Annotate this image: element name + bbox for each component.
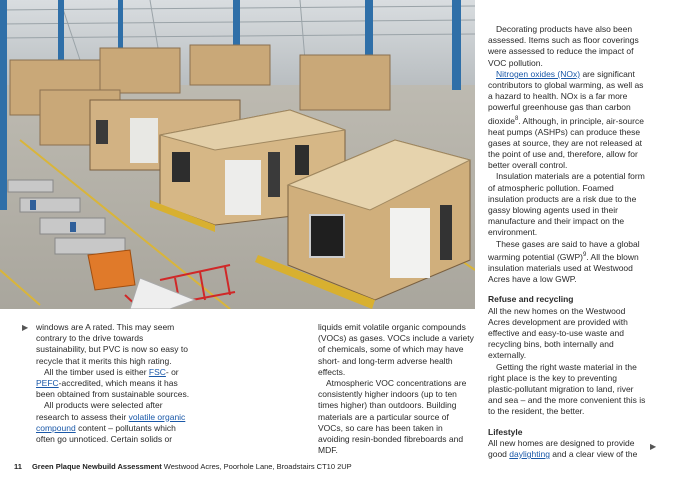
footer-title: Green Plaque Newbuild Assessment — [31, 462, 162, 471]
paragraph: All products were selected after research to assess their volatile organic compound content – pollutants which often go unnoticed. Certain solids or — [36, 400, 186, 445]
paragraph: All the new homes on the Westwood Acres development are provided with effective and easy-to-use waste and recycling bins, both internally and externally. — [488, 305, 628, 361]
pefc-link[interactable]: PEFC — [36, 378, 59, 389]
continue-arrow-icon: ▶ — [22, 323, 29, 332]
fsc-link[interactable]: FSC — [148, 366, 166, 377]
paragraph: Decorating products have also been assessed. Items such as floor coverings were assessed to reduce the impact of VOC pollution. — [488, 24, 639, 68]
text-column-1 — [36, 322, 194, 445]
next-page-arrow-icon[interactable]: ▶ — [650, 442, 657, 451]
voc-link[interactable]: volatile organic compound — [36, 411, 186, 433]
paragraph: These gases are said to have a global warming potential (GWP)$^9$. All the blown insulation materials used at Westwood Acres have a low GWP. — [488, 238, 640, 285]
paragraph: All the timber used is either FSC- or PEFC-accredited, which means it has been obtained from sustainable sources. — [36, 366, 190, 400]
daylighting-link[interactable]: daylighting — [509, 448, 550, 459]
footer-address: Westwood Acres, Poorhole Lane, Broadstairs CT10 2UP — [161, 462, 352, 471]
paragraph: Getting the right waste material in the right place is the key to preventing plastic-pollutant migration to land, river and sea – and the more convenient this is to the resident, the better. — [488, 361, 646, 417]
factory-photo — [0, 0, 475, 309]
text-column-2 — [318, 322, 476, 456]
page-footer — [14, 462, 352, 471]
paragraph: Nitrogen oxides (NOx) are significant contributors to global warming, as well as a hazard to health. NOx is a far more powerful greenhouse gas than carbon dioxide$^8$. Although, in principle, air-source heat pumps (ASHPs) can produce these gases at source, they are not released at the point of use and, therefore, allow for better overall control. — [488, 68, 644, 171]
page-number: 11 — [14, 462, 22, 471]
section-heading: Refuse and recycling — [488, 294, 574, 305]
paragraph: windows are A rated. This may seem contrary to the drive towards sustainability, but PVC is now so easy to recycle that it merits this high rating. — [36, 322, 188, 366]
paragraph: All new homes are designed to provide good daylighting and a clear view of the — [488, 437, 638, 459]
paragraph: Insulation materials are a potential form of atmospheric pollution. Foamed insulation products are a risk due to the gassy blowing agents used in their manufacture and their impact on the environment. — [488, 171, 645, 238]
text-column-3 — [488, 24, 646, 460]
nox-link[interactable]: Nitrogen oxides (NOx) — [496, 68, 581, 79]
paragraph: Atmospheric VOC concentrations are consistently higher indoors (up to ten times higher) than outdoors. Building materials are a particular source of VOCs, so care has been taken in avoiding resin-bonded fibreboards and MDF. — [318, 378, 467, 456]
section-heading: Lifestyle — [488, 426, 523, 437]
paragraph: liquids emit volatile organic compounds (VOCs) as gases. VOCs include a variety of chemicals, some of which may have short- and long-term adverse health effects. — [318, 322, 474, 377]
